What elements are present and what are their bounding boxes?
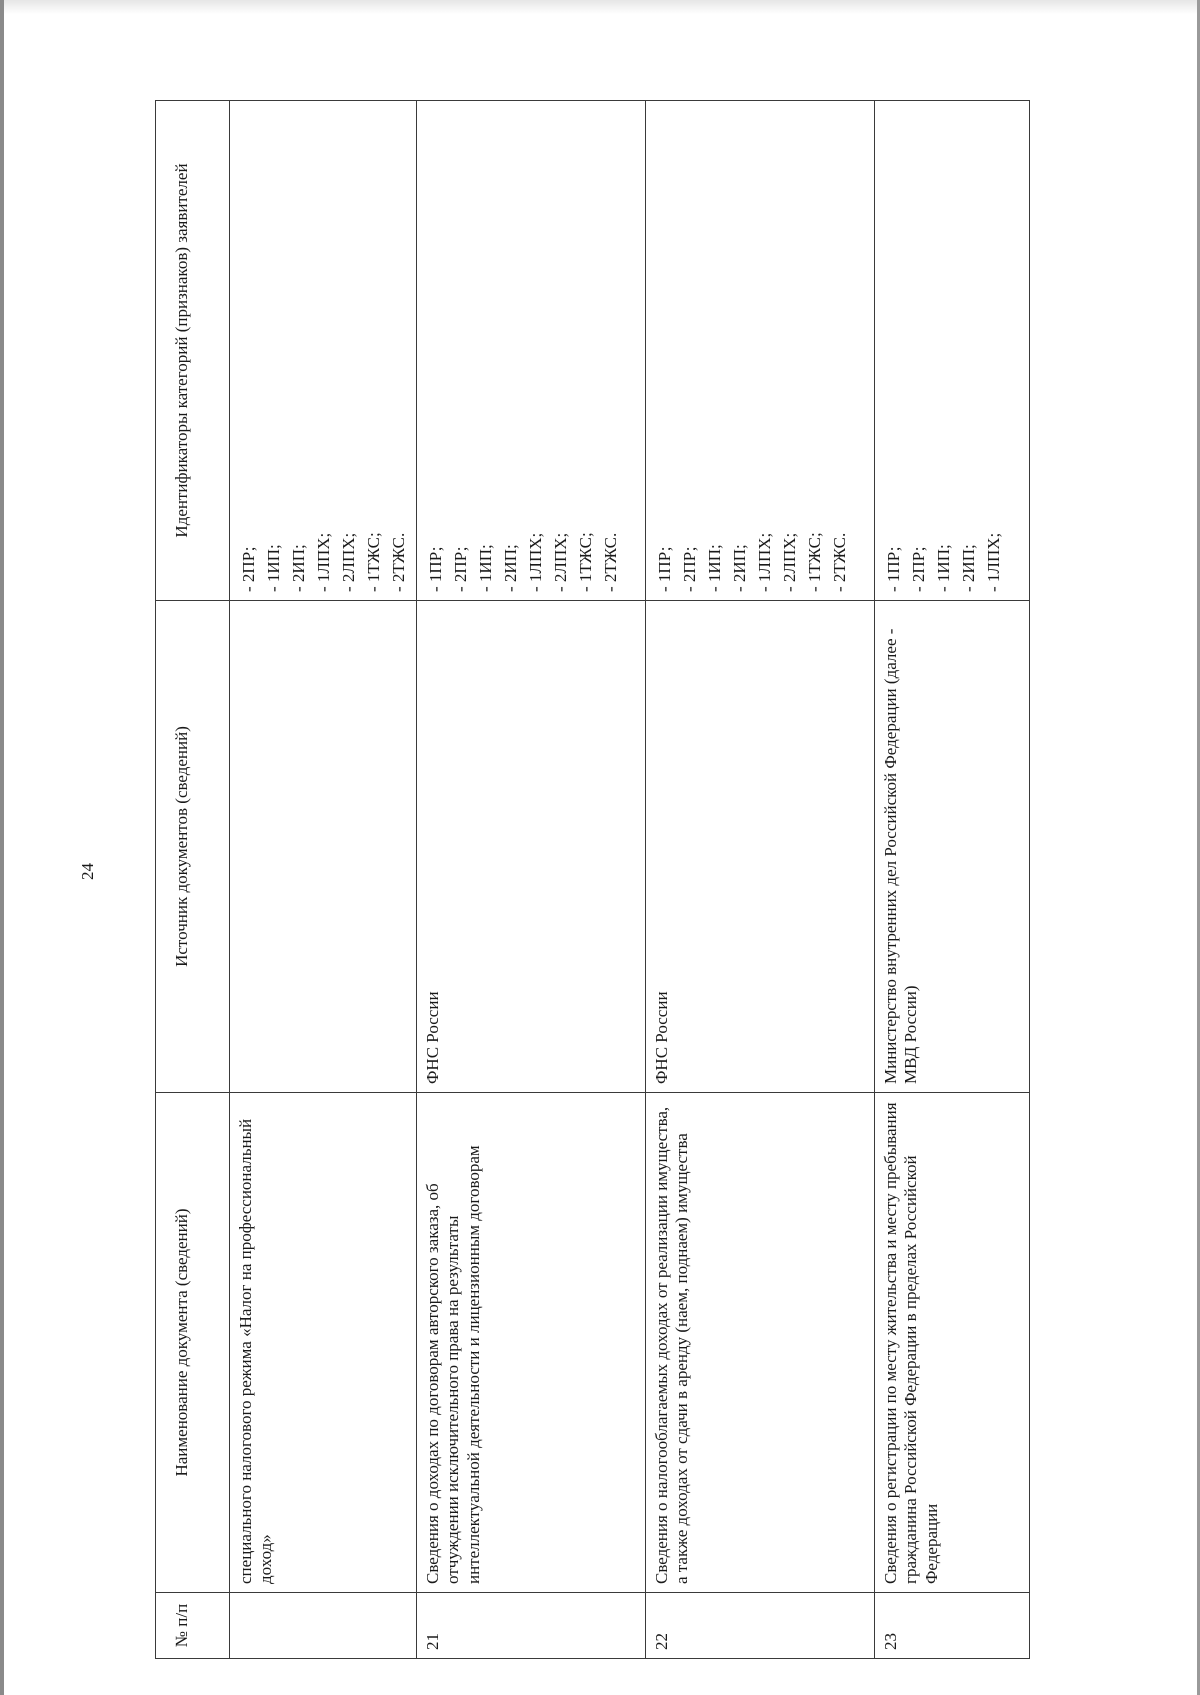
ids-list bbox=[652, 109, 852, 592]
list-item: - 2ЛПХ; bbox=[780, 532, 799, 592]
header-num: № п/п bbox=[156, 1593, 230, 1659]
row-source: ФНС России bbox=[646, 601, 875, 1093]
row-name: Сведения о доходах по договорам авторского заказа, об отчуждении исключительного права на результаты интеллектуальной деятельности и лицензионным договорам bbox=[417, 1093, 646, 1593]
list-item: - 2ИП; bbox=[289, 544, 308, 592]
list-item: - 1ЛПХ; bbox=[526, 532, 545, 592]
row-num: 23 bbox=[875, 1593, 1030, 1659]
header-ids: Идентификаторы категорий (признаков) заявителей bbox=[156, 101, 230, 601]
table-row bbox=[417, 101, 646, 1659]
row-num bbox=[230, 1593, 417, 1659]
list-item: - 1ИП; bbox=[934, 544, 953, 592]
header-source: Источник документов (сведений) bbox=[156, 601, 230, 1093]
table-row bbox=[875, 101, 1030, 1659]
list-item: - 1ТЖС; bbox=[576, 532, 595, 592]
list-item: - 1ТЖС; bbox=[805, 532, 824, 592]
row-ids bbox=[230, 101, 417, 601]
list-item: - 2ТЖС. bbox=[601, 532, 620, 592]
documents-table bbox=[155, 100, 1030, 1659]
header-name: Наименование документа (сведений) bbox=[156, 1093, 230, 1593]
table-header-row bbox=[156, 101, 230, 1659]
scan-edge-left bbox=[0, 0, 4, 1695]
list-item: - 2ТЖС. bbox=[389, 532, 408, 592]
list-item: - 1ПР; bbox=[655, 546, 674, 592]
row-source: Министерство внутренних дел Российской Федерации (далее - МВД России) bbox=[875, 601, 1030, 1093]
list-item: - 2ИП; bbox=[730, 544, 749, 592]
list-item: - 2ПР; bbox=[680, 546, 699, 592]
row-ids bbox=[417, 101, 646, 601]
list-item: - 1ИП; bbox=[476, 544, 495, 592]
list-item: - 1ИП; bbox=[705, 544, 724, 592]
list-item: - 2ИП; bbox=[501, 544, 520, 592]
list-item: - 2ИП; bbox=[959, 544, 978, 592]
list-item: - 2ЛПХ; bbox=[551, 532, 570, 592]
table-row bbox=[646, 101, 875, 1659]
list-item: - 1ЛПХ; bbox=[984, 532, 1003, 592]
list-item: - 2ЛПХ; bbox=[339, 532, 358, 592]
list-item: - 2ПР; bbox=[909, 546, 928, 592]
list-item: - 1ЛПХ; bbox=[755, 532, 774, 592]
ids-list bbox=[236, 109, 411, 592]
list-item: - 1ПР; bbox=[884, 546, 903, 592]
row-source: ФНС России bbox=[417, 601, 646, 1093]
row-ids bbox=[646, 101, 875, 601]
row-name: Сведения о налогооблагаемых доходах от реализации имущества, а также доходах от сдачи в аренду (наем, поднаем) имущества bbox=[646, 1093, 875, 1593]
ids-list bbox=[423, 109, 623, 592]
table-row bbox=[230, 101, 417, 1659]
ids-list bbox=[881, 109, 1006, 592]
list-item: - 2ПР; bbox=[239, 546, 258, 592]
row-ids bbox=[875, 101, 1030, 601]
list-item: - 2ТЖС. bbox=[830, 532, 849, 592]
list-item: - 1ПР; bbox=[426, 546, 445, 592]
scan-edge-top bbox=[0, 0, 1200, 14]
row-name: специального налогового режима «Налог на профессиональный доход» bbox=[230, 1093, 417, 1593]
row-name: Сведения о регистрации по месту жительства и месту пребывания гражданина Российской Федерации в пределах Российской Федерации bbox=[875, 1093, 1030, 1593]
rotated-table-container bbox=[155, 101, 1029, 1659]
row-num: 22 bbox=[646, 1593, 875, 1659]
list-item: - 2ПР; bbox=[451, 546, 470, 592]
list-item: - 1ИП; bbox=[264, 544, 283, 592]
row-source bbox=[230, 601, 417, 1093]
page-number: 24 bbox=[78, 863, 97, 880]
list-item: - 1ТЖС; bbox=[364, 532, 383, 592]
row-num: 21 bbox=[417, 1593, 646, 1659]
list-item: - 1ЛПХ; bbox=[314, 532, 333, 592]
